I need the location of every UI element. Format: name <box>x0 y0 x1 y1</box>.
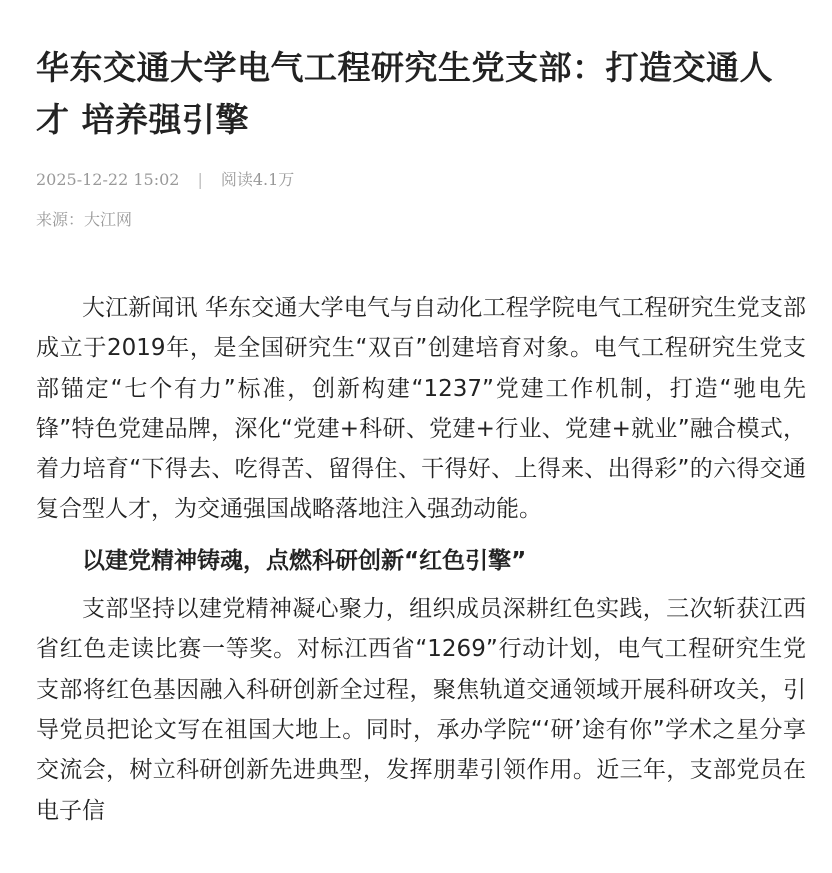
paragraph-section-1: 支部坚持以建党精神凝心聚力，组织成员深耕红色实践，三次斩获江西省红色走读比赛一等奖。对标江西省“1269”行动计划，电气工程研究生党支部将红色基因融入科研创新全过程，聚焦轨道交通领域开展科研攻关，引导党员把论文写在祖国大地上。同时，承办学院“‘研’途有你”学术之星分享交流会，树立科研创新先进典型，发挥朋辈引领作用。近三年，支部党员在电子信 <box>36 596 806 824</box>
meta-separator: | <box>197 170 203 189</box>
article-meta <box>36 170 806 190</box>
article-body <box>36 288 806 831</box>
article <box>36 42 806 831</box>
article-source: 来源：大江网 <box>36 210 133 229</box>
publish-date: 2025-12-22 15:02 <box>36 170 180 189</box>
article-title: 华东交通大学电气工程研究生党支部：打造交通人才 培养强引擎 <box>36 48 773 139</box>
paragraph-intro: 大江新闻讯 华东交通大学电气与自动化工程学院电气工程研究生党支部成立于2019年，是全国研究生“双百”创建培育对象。电气工程研究生党支部锚定“七个有力”标准，创新构建“1237”党建工作机制，打造“驰电先锋”特色党建品牌，深化“党建+科研、党建+行业、党建+就业”融合模式，着力培育“下得去、吃得苦、留得住、干得好、上得来、出得彩”的六得交通复合型人才，为交通强国战略落地注入强劲动能。 <box>36 295 806 523</box>
section-heading: 以建党精神铸魂，点燃科研创新“红色引擎” <box>82 547 527 574</box>
read-count: 阅读4.1万 <box>220 170 295 189</box>
